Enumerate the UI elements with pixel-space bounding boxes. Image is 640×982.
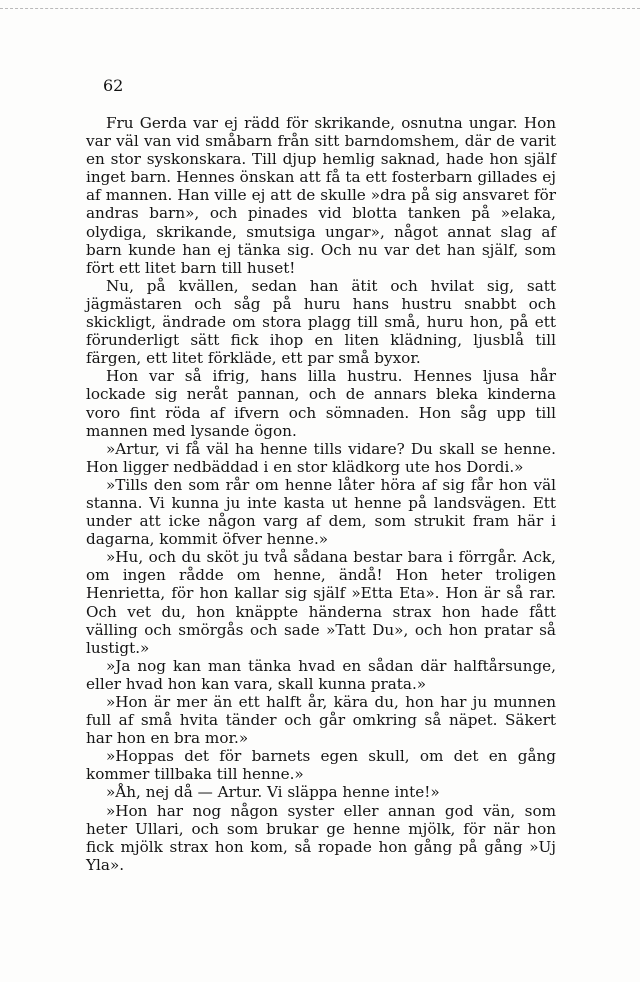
paragraph: »Åh, nej då — Artur. Vi släppa henne inte!» <box>106 783 440 802</box>
paragraph: »Tills den som rår om henne låter höra af sig får hon väl stanna. Vi kunna ju inte kasta ut henne på landsvägen. Ett under att icke någon varg af dem, som strukit fram här i dagarna, kommit öfver henne.» <box>86 475 556 549</box>
paragraph: Fru Gerda var ej rädd för skrikande, osnutna ungar. Hon var väl van vid småbarn från sitt barndomshem, där de varit en stor syskonskara. Till djup hemlig saknad, hade hon själf inget barn. Hennes önskan att få ta ett fosterbarn gillades ej af mannen. Han ville ej att de skulle »dra på sig ansvaret för andras barn», och pinades vid blotta tanken på »elaka, olydiga, skrikande, smutsiga ungar», något annat slag af barn kunde han ej tänka sig. Och nu var det han själf, som fört ett litet barn till huset! <box>86 114 556 277</box>
paragraph: »Hon är mer än ett halft år, kära du, hon har ju munnen full af små hvita tänder och går omkring så näpet. Säkert har hon en bra mor.» <box>86 693 556 748</box>
page-number: 62 <box>103 76 124 95</box>
paragraph: »Ja nog kan man tänka hvad en sådan där halftårsunge, eller hvad hon kan vara, skall kunna prata.» <box>86 656 556 693</box>
paragraph: »Hon har nog någon syster eller annan god vän, som heter Ullari, och som brukar ge henne mjölk, för när hon fick mjölk strax hon kom, så ropade hon gång på gång »Uj Yla». <box>86 801 556 874</box>
top-edge-rule <box>0 8 640 9</box>
paragraph: »Hoppas det för barnets egen skull, om det en gång kommer tillbaka till henne.» <box>86 747 556 784</box>
paragraph: Nu, på kvällen, sedan han ätit och hvilat sig, satt jägmästaren och såg på huru hans hustru snabbt och skickligt, ändrade om stora plagg till små, huru hon, på ett förunderligt sätt fick ihop en liten klädning, ljusblå till färgen, ett litet förkläde, ett par små byxor. <box>86 276 556 368</box>
body-text <box>86 114 556 874</box>
paragraph: »Hu, och du sköt ju två sådana bestar bara i förrgår. Ack, om ingen rådde om henne, ändå! Hon heter troligen Henrietta, för hon kallar sig själf »Etta Eta». Hon är så rar. Och vet du, hon knäppte händerna strax hon hade fått välling och smörgås och sade »Tatt Du», och hon pratar så lustigt.» <box>86 548 556 657</box>
paragraph: Hon var så ifrig, hans lilla hustru. Hennes ljusa hår lockade sig neråt pannan, och de annars bleka kinderna voro fint röda af ifvern och sömnaden. Hon såg upp till mannen med lysande ögon. <box>86 367 556 440</box>
paragraph: »Artur, vi få väl ha henne tills vidare? Du skall se henne. Hon ligger nedbäddad i en stor klädkorg ute hos Dordi.» <box>86 439 556 476</box>
